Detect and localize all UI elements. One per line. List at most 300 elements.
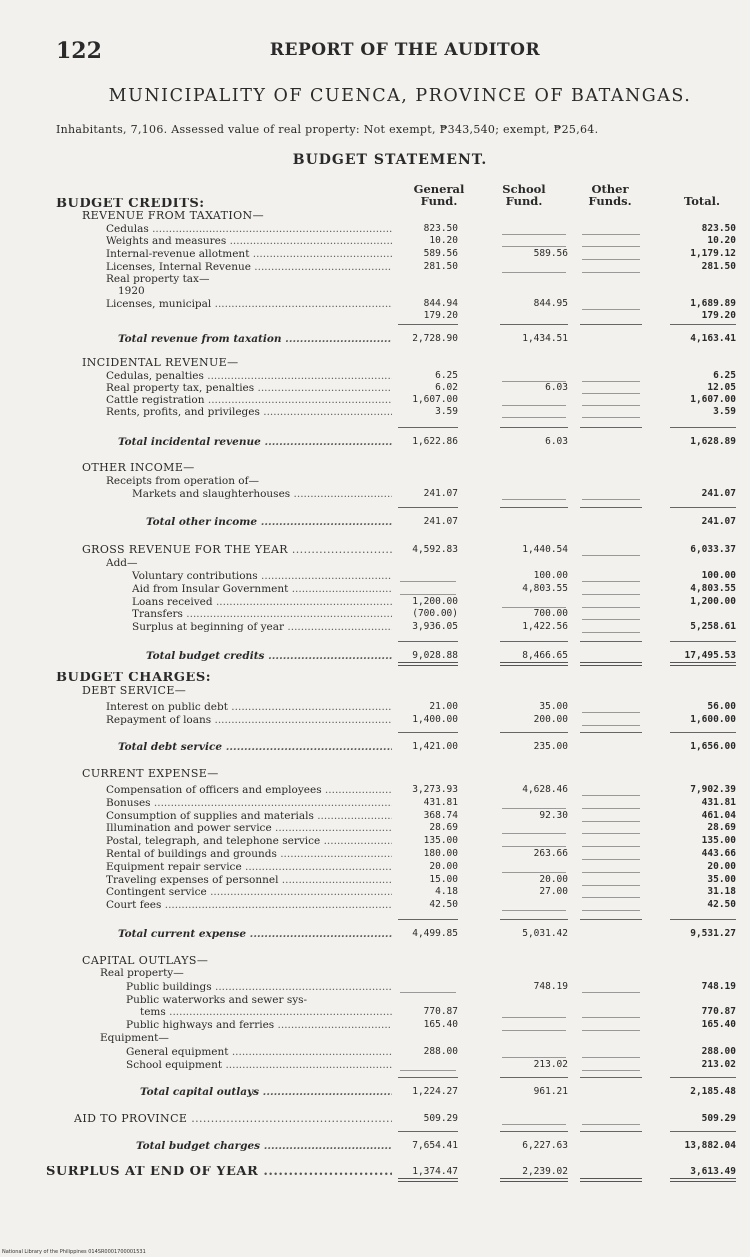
cell-tot: 31.18	[707, 886, 736, 897]
cell-gen: 1,400.00	[412, 714, 458, 725]
cell-gen: 1,421.00	[412, 741, 458, 752]
cell-gen: 28.69	[429, 822, 458, 833]
cell-gen: 844.94	[423, 298, 458, 309]
table-row	[0, 1046, 750, 1058]
cell-tot: 7,902.39	[690, 784, 736, 795]
total-rule	[500, 641, 568, 642]
total-rule	[398, 324, 458, 325]
cell-tot: 17,495.53	[684, 650, 736, 661]
cell-tot: 13,882.04	[684, 1140, 736, 1151]
row-label: CURRENT EXPENSE—	[82, 768, 219, 780]
blank-line	[582, 417, 640, 418]
cell-tot: 1,689.89	[690, 298, 736, 309]
table-row	[0, 406, 750, 418]
cell-tot: 241.07	[701, 516, 736, 527]
blank-line	[582, 795, 640, 796]
cell-tot: 35.00	[707, 874, 736, 885]
table-row	[0, 928, 750, 940]
cell-tot: 431.81	[701, 797, 736, 808]
cell-gen: 3,273.93	[412, 784, 458, 795]
double-rule	[500, 662, 568, 666]
table-row	[0, 861, 750, 873]
cell-sch: 200.00	[533, 714, 568, 725]
cell-gen: 241.07	[423, 488, 458, 499]
blank-line	[582, 712, 640, 713]
blank-line	[502, 872, 566, 873]
blank-line	[502, 1124, 566, 1125]
cell-gen: 431.81	[423, 797, 458, 808]
cell-gen: 4.18	[435, 886, 458, 897]
cell-sch: 2,239.02	[522, 1166, 568, 1177]
table-row	[0, 1086, 750, 1098]
table-row	[0, 235, 750, 247]
blank-line	[582, 833, 640, 834]
row-label: Total revenue from taxation .....	[118, 333, 392, 345]
table-row	[0, 248, 750, 260]
cell-sch: 4,803.55	[522, 583, 568, 594]
row-label: Loans received .....	[132, 596, 392, 608]
row-label: SURPLUS AT END OF YEAR .....	[46, 1166, 392, 1178]
total-rule	[670, 732, 736, 733]
cell-tot: 1,600.00	[690, 714, 736, 725]
total-rule	[670, 641, 736, 642]
cell-sch: 5,031.42	[522, 928, 568, 939]
blank-line	[582, 1070, 640, 1071]
cell-sch: 4,628.46	[522, 784, 568, 795]
cell-sch: 1,422.56	[522, 621, 568, 632]
cell-gen: 1,200.00	[412, 596, 458, 607]
blank-line	[502, 417, 566, 418]
table-row	[0, 298, 750, 310]
cell-gen: 9,028.88	[412, 650, 458, 661]
column-header-school: School Fund.	[502, 182, 546, 208]
cell-sch: 1,434.51	[522, 333, 568, 344]
table-row	[0, 899, 750, 911]
total-rule	[500, 1131, 568, 1132]
cell-sch: 589.56	[533, 248, 568, 259]
cell-gen: 368.74	[423, 810, 458, 821]
cell-gen: 179.20	[423, 310, 458, 321]
row-label: Cedulas, penalties .....	[106, 370, 392, 382]
table-row	[0, 1113, 750, 1125]
cell-sch: 35.00	[539, 701, 568, 712]
cell-tot: 20.00	[707, 861, 736, 872]
blank-line	[582, 1124, 640, 1125]
total-rule	[670, 507, 736, 508]
cell-tot: 4,803.55	[690, 583, 736, 594]
row-label: Court fees .....	[106, 899, 392, 911]
total-rule	[500, 324, 568, 325]
cell-sch: 100.00	[533, 570, 568, 581]
row-label: Markets and slaughterhouses .....	[132, 488, 392, 500]
blank-line	[502, 1030, 566, 1031]
blank-line	[582, 910, 640, 911]
column-header-total: Total.	[683, 194, 721, 208]
blank-line	[582, 499, 640, 500]
table-row	[0, 285, 750, 297]
total-rule	[670, 324, 736, 325]
cell-sch: 263.66	[533, 848, 568, 859]
row-label: INCIDENTAL REVENUE—	[82, 357, 239, 369]
row-label: Total debt service .....	[118, 741, 392, 753]
cell-sch: 20.00	[539, 874, 568, 885]
blank-line	[400, 1070, 456, 1071]
table-row	[0, 475, 750, 487]
table-row	[0, 701, 750, 713]
row-label: Internal-revenue allotment .....	[106, 248, 392, 260]
table-row	[0, 488, 750, 500]
table-row	[0, 436, 750, 448]
total-rule	[670, 1077, 736, 1078]
cell-gen: 288.00	[423, 1046, 458, 1057]
cell-gen: 4,592.83	[412, 544, 458, 555]
table-row	[0, 333, 750, 345]
row-label: Receipts from operation of—	[106, 475, 260, 487]
row-label: General equipment .....	[126, 1046, 392, 1058]
table-row	[0, 223, 750, 235]
row-label: Real property tax—	[106, 273, 210, 285]
total-rule	[500, 919, 568, 920]
table-row	[0, 462, 750, 474]
table-row	[0, 650, 750, 662]
row-label: Total budget charges .....	[136, 1140, 392, 1152]
total-rule	[398, 919, 458, 920]
blank-line	[502, 910, 566, 911]
row-label: Public buildings .....	[126, 981, 392, 993]
table-row	[0, 994, 750, 1006]
row-label: Consumption of supplies and materials .....	[106, 810, 392, 822]
row-label: Real property tax, penalties .....	[106, 382, 392, 394]
table-row	[0, 261, 750, 273]
table-row	[0, 516, 750, 528]
row-label: Total budget credits .....	[146, 650, 392, 662]
total-rule	[580, 641, 642, 642]
row-label: Rents, profits, and privileges .....	[106, 406, 392, 418]
row-label: REVENUE FROM TAXATION—	[82, 210, 264, 222]
table-row	[0, 370, 750, 382]
row-label: 1920	[118, 285, 145, 297]
row-label: Weights and measures .....	[106, 235, 392, 247]
table-row	[0, 544, 750, 556]
cell-sch: 235.00	[533, 741, 568, 752]
cell-sch: 6.03	[545, 436, 568, 447]
table-row	[0, 810, 750, 822]
total-rule	[670, 427, 736, 428]
table-row	[0, 1166, 750, 1178]
table-row	[0, 835, 750, 847]
column-header-other: Other Funds.	[588, 182, 632, 208]
cell-tot: 28.69	[707, 822, 736, 833]
cell-tot: 288.00	[701, 1046, 736, 1057]
total-rule	[398, 1077, 458, 1078]
blank-line	[582, 619, 640, 620]
row-label: Rental of buildings and grounds .....	[106, 848, 392, 860]
table-row	[0, 608, 750, 620]
cell-sch: 6.03	[545, 382, 568, 393]
cell-tot: 2,185.48	[690, 1086, 736, 1097]
table-row	[0, 741, 750, 753]
cell-sch: 8,466.65	[522, 650, 568, 661]
table-row	[0, 394, 750, 406]
table-row	[0, 714, 750, 726]
cell-tot: 461.04	[701, 810, 736, 821]
double-rule	[500, 1178, 568, 1182]
inhabitants-line: Inhabitants, 7,106. Assessed value of real property: Not exempt, ₱343,540; exempt, ₱25,64.	[56, 123, 599, 136]
blank-line	[582, 859, 640, 860]
page-number: 122	[56, 38, 102, 64]
row-label: Licenses, municipal .....	[106, 298, 392, 310]
table-row	[0, 583, 750, 595]
row-label: tems .....	[140, 1006, 392, 1018]
row-label: School equipment .....	[126, 1059, 392, 1071]
blank-line	[582, 259, 640, 260]
table-row	[0, 1032, 750, 1044]
cell-tot: 1,179.12	[690, 248, 736, 259]
row-label: BUDGET CREDITS:	[56, 198, 205, 210]
row-label: OTHER INCOME—	[82, 462, 195, 474]
row-label: CAPITAL OUTLAYS—	[82, 955, 209, 967]
row-label: Add—	[106, 557, 138, 569]
blank-line	[502, 1057, 566, 1058]
cell-tot: 6,033.37	[690, 544, 736, 555]
row-label: BUDGET CHARGES:	[56, 672, 212, 684]
row-label: Aid from Insular Government .....	[132, 583, 392, 595]
total-rule	[580, 732, 642, 733]
row-label: Public waterworks and sewer sys-	[126, 994, 308, 1006]
cell-gen: 1,622.86	[412, 436, 458, 447]
table-row	[0, 1006, 750, 1018]
cell-sch: 92.30	[539, 810, 568, 821]
cell-gen: 509.29	[423, 1113, 458, 1124]
cell-sch: 748.19	[533, 981, 568, 992]
running-head: REPORT OF THE AUDITOR	[269, 40, 541, 60]
blank-line	[582, 1017, 640, 1018]
cell-gen: 1,224.27	[412, 1086, 458, 1097]
blank-line	[582, 992, 640, 993]
total-rule	[500, 1077, 568, 1078]
cell-sch: 213.02	[533, 1059, 568, 1070]
cell-tot: 241.07	[701, 488, 736, 499]
cell-sch: 961.21	[533, 1086, 568, 1097]
cell-gen: 1,607.00	[412, 394, 458, 405]
cell-gen: 6.02	[435, 382, 458, 393]
total-rule	[500, 507, 568, 508]
row-label: Voluntary contributions .....	[132, 570, 392, 582]
blank-line	[582, 632, 640, 633]
cell-tot: 3.59	[713, 406, 736, 417]
cell-tot: 4,163.41	[690, 333, 736, 344]
blank-line	[582, 581, 640, 582]
cell-tot: 100.00	[701, 570, 736, 581]
budget-heading: BUDGET STATEMENT.	[292, 152, 488, 168]
table-row	[0, 1140, 750, 1152]
cell-tot: 823.50	[701, 223, 736, 234]
row-label: Surplus at beginning of year .....	[132, 621, 392, 633]
total-rule	[670, 1131, 736, 1132]
table-row	[0, 357, 750, 369]
cell-gen: 15.00	[429, 874, 458, 885]
cell-gen: 589.56	[423, 248, 458, 259]
cell-gen: 281.50	[423, 261, 458, 272]
cell-gen: 3.59	[435, 406, 458, 417]
blank-line	[582, 555, 640, 556]
total-rule	[500, 427, 568, 428]
blank-line	[400, 992, 456, 993]
cell-tot: 10.20	[707, 235, 736, 246]
cell-gen: 823.50	[423, 223, 458, 234]
blank-line	[582, 808, 640, 809]
table-row	[0, 784, 750, 796]
cell-sch: 700.00	[533, 608, 568, 619]
cell-tot: 443.66	[701, 848, 736, 859]
cell-gen: 7,654.41	[412, 1140, 458, 1151]
cell-gen: 2,728.90	[412, 333, 458, 344]
blank-line	[582, 594, 640, 595]
blank-line	[582, 872, 640, 873]
table-row	[0, 874, 750, 886]
blank-line	[582, 846, 640, 847]
blank-line	[502, 499, 566, 500]
blank-line	[502, 1017, 566, 1018]
cell-tot: 165.40	[701, 1019, 736, 1030]
total-rule	[670, 919, 736, 920]
cell-tot: 3,613.49	[690, 1166, 736, 1177]
table-row	[0, 886, 750, 898]
blank-line	[582, 246, 640, 247]
row-label: GROSS REVENUE FOR THE YEAR .....	[82, 544, 392, 556]
cell-tot: 179.20	[701, 310, 736, 321]
total-rule	[398, 732, 458, 733]
blank-line	[502, 833, 566, 834]
row-label: Postal, telegraph, and telephone service .....	[106, 835, 392, 847]
table-row	[0, 621, 750, 633]
row-label: Cedulas .....	[106, 223, 392, 235]
total-rule	[398, 427, 458, 428]
row-label: Transfers .....	[132, 608, 392, 620]
blank-line	[582, 725, 640, 726]
table-row	[0, 210, 750, 222]
table-row	[0, 955, 750, 967]
total-rule	[580, 427, 642, 428]
footer-credit: National Library of the Philippines 014SR0001700001531	[2, 1249, 146, 1255]
blank-line	[502, 808, 566, 809]
row-label: Repayment of loans .....	[106, 714, 392, 726]
cell-tot: 135.00	[701, 835, 736, 846]
cell-gen: 42.50	[429, 899, 458, 910]
table-row	[0, 198, 750, 210]
table-row	[0, 310, 750, 322]
table-row	[0, 273, 750, 285]
cell-tot: 281.50	[701, 261, 736, 272]
row-label: Total incidental revenue .....	[118, 436, 392, 448]
row-label: Illumination and power service .....	[106, 822, 392, 834]
double-rule	[670, 662, 736, 666]
cell-sch: 27.00	[539, 886, 568, 897]
row-label: Total other income .....	[146, 516, 392, 528]
row-label: DEBT SERVICE—	[82, 685, 187, 697]
cell-tot: 509.29	[701, 1113, 736, 1124]
row-label: Traveling expenses of personnel .....	[106, 874, 392, 886]
table-row	[0, 822, 750, 834]
total-rule	[398, 1131, 458, 1132]
table-row	[0, 848, 750, 860]
cell-tot: 5,258.61	[690, 621, 736, 632]
table-row	[0, 685, 750, 697]
cell-gen: 21.00	[429, 701, 458, 712]
blank-line	[400, 594, 456, 595]
cell-tot: 770.87	[701, 1006, 736, 1017]
table-row	[0, 797, 750, 809]
table-row	[0, 967, 750, 979]
double-rule	[670, 1178, 736, 1182]
row-label: Equipment repair service .....	[106, 861, 392, 873]
table-row	[0, 1059, 750, 1071]
cell-gen: 20.00	[429, 861, 458, 872]
cell-tot: 56.00	[707, 701, 736, 712]
cell-tot: 1,200.00	[690, 596, 736, 607]
cell-tot: 12.05	[707, 382, 736, 393]
municipality-title: MUNICIPALITY OF CUENCA, PROVINCE OF BATANGAS.	[108, 86, 692, 106]
cell-gen: 6.25	[435, 370, 458, 381]
cell-gen: 180.00	[423, 848, 458, 859]
row-label: Interest on public debt .....	[106, 701, 392, 713]
table-row	[0, 570, 750, 582]
cell-tot: 1,628.89	[690, 436, 736, 447]
cell-gen: 3,936.05	[412, 621, 458, 632]
cell-gen: 241.07	[423, 516, 458, 527]
table-row	[0, 981, 750, 993]
blank-line	[582, 897, 640, 898]
row-label: Real property—	[100, 967, 184, 979]
column-header-general: General Fund.	[413, 182, 465, 208]
total-rule	[580, 1077, 642, 1078]
cell-gen: 135.00	[423, 835, 458, 846]
cell-sch: 6,227.63	[522, 1140, 568, 1151]
table-row	[0, 382, 750, 394]
row-label: AID TO PROVINCE .....	[74, 1113, 392, 1125]
row-label: Bonuses .....	[106, 797, 392, 809]
row-label: Cattle registration .....	[106, 394, 392, 406]
double-rule	[580, 1178, 642, 1182]
table-row	[0, 596, 750, 608]
cell-gen: 770.87	[423, 1006, 458, 1017]
blank-line	[582, 1057, 640, 1058]
double-rule	[580, 662, 642, 666]
cell-gen: 1,374.47	[412, 1166, 458, 1177]
row-label: Contingent service .....	[106, 886, 392, 898]
total-rule	[580, 507, 642, 508]
row-label: Compensation of officers and employees .....	[106, 784, 392, 796]
table-row	[0, 1019, 750, 1031]
row-label: Equipment—	[100, 1032, 169, 1044]
cell-sch: 1,440.54	[522, 544, 568, 555]
total-rule	[580, 324, 642, 325]
row-label: Total capital outlays .....	[140, 1086, 392, 1098]
cell-gen: 165.40	[423, 1019, 458, 1030]
cell-tot: 42.50	[707, 899, 736, 910]
total-rule	[398, 641, 458, 642]
table-row	[0, 557, 750, 569]
cell-tot: 9,531.27	[690, 928, 736, 939]
blank-line	[502, 246, 566, 247]
total-rule	[580, 1131, 642, 1132]
cell-gen: (700.00)	[412, 608, 458, 619]
total-rule	[398, 507, 458, 508]
cell-tot: 1,607.00	[690, 394, 736, 405]
row-label: Public highways and ferries .....	[126, 1019, 392, 1031]
cell-tot: 213.02	[701, 1059, 736, 1070]
blank-line	[582, 1030, 640, 1031]
